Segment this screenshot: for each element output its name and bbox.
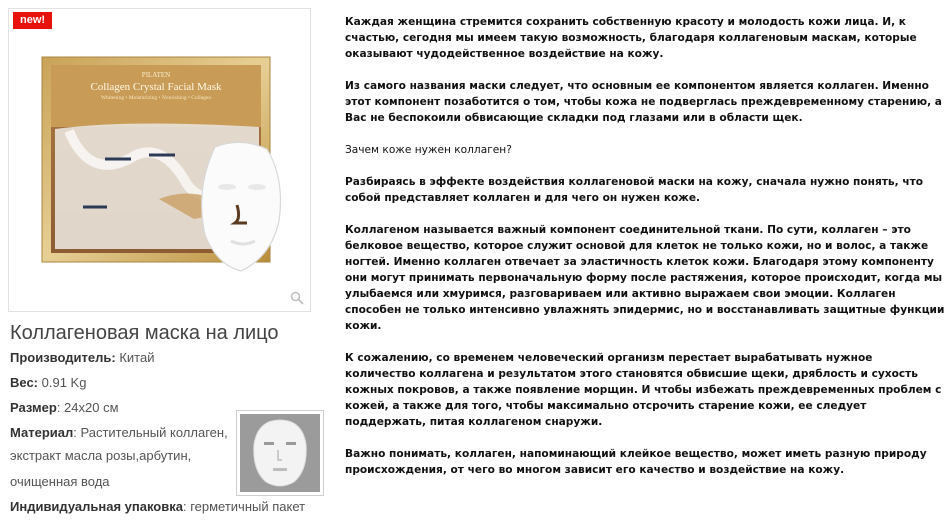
spec-label: Индивидуальная упаковка bbox=[10, 499, 183, 514]
spec-value: : герметичный пакет bbox=[182, 499, 306, 514]
spec-label: Материал bbox=[10, 425, 74, 440]
spec-packaging bbox=[10, 499, 305, 514]
mask-package-label bbox=[51, 71, 261, 101]
spec-manufacturer bbox=[10, 350, 154, 365]
spec-value: : Растительный коллаген, bbox=[73, 425, 228, 440]
product-title: Коллагеновая маска на лицо bbox=[10, 322, 279, 344]
new-badge: new! bbox=[13, 12, 52, 29]
article-paragraph: Важно понимать, коллаген, напоминающий клейкое вещество, может иметь разную природу происхождения, от чего во многом зависит его качество и воздействие на кожу. bbox=[345, 448, 927, 476]
spec-value: : 24х20 см bbox=[56, 400, 119, 415]
mask-package-tagline: Whitening • Moisturizing • Nourishing • Collagen bbox=[100, 95, 212, 101]
spec-label: Вес: bbox=[10, 375, 39, 390]
spec-value: 0.91 Kg bbox=[38, 375, 87, 390]
spec-size bbox=[10, 400, 119, 415]
sheet-mask-thumbnail-image bbox=[240, 414, 320, 492]
product-thumbnail[interactable] bbox=[236, 410, 324, 496]
spec-material-line3 bbox=[10, 474, 110, 489]
spec-value: экстракт масла розы,арбутин, bbox=[10, 448, 192, 463]
spec-material bbox=[10, 425, 228, 440]
article-paragraph: Коллагеном называется важный компонент соединительной ткани. По сути, коллаген – это белковое вещество, которое служит основой для клеток не только кожи, но и волос, а также ногтей. Именно коллаген отвечает за эластичность клеток кожи. Благодаря этому компоненту они могут принимать первоначальную форму после растяжения, которое происходит, когда мы улыбаемся или хмуримся, разговариваем или активно выражаем свои эмоции. Коллаген способен не только интенсивно увлажнять эпидермис, но и восстанавливать защитные функции кожи. bbox=[345, 224, 945, 332]
article-paragraph: Каждая женщина стремится сохранить собственную красоту и молодость кожи лица. И, к счастью, сегодня мы имеем такую возможность, благодаря коллагеновым маскам, которые оказывают чудодейственное воздействие на кожу. bbox=[345, 16, 917, 60]
mask-package-illustration bbox=[9, 9, 311, 312]
spec-weight bbox=[10, 375, 86, 390]
article-paragraph: К сожалению, со временем человеческий организм перестает вырабатывать нужное количество коллагена и результатом этого становятся обвисшие щеки, дряблость и сухость кожных покровов, а также появление морщин. И чтобы избежать преждевременных проблем с кожей, а также для того, чтобы максимально отсрочить старение кожи, ее следует поддержать, питая коллагеном снаружи. bbox=[345, 352, 942, 428]
spec-material-line2 bbox=[10, 448, 191, 463]
article-paragraph: Из самого названия маски следует, что основным ее компонентом является коллаген. Именно этот компонент позаботится о том, чтобы кожа не подверглась преждевременному старению, а Вас не беспокоили обвисающие складки под глазами или в области щек. bbox=[345, 80, 942, 124]
mask-package-brand: PILATEN bbox=[141, 71, 171, 79]
article-paragraph: Разбираясь в эффекте воздействия коллагеновой маски на кожу, сначала нужно понять, что собой представляет коллаген и для чего он нужен коже. bbox=[345, 176, 924, 204]
mask-package-name: Collagen Crystal Facial Mask bbox=[90, 81, 222, 93]
zoom-icon[interactable] bbox=[290, 291, 304, 305]
spec-value: Китай bbox=[115, 350, 155, 365]
spec-label: Размер bbox=[10, 400, 57, 415]
product-image[interactable] bbox=[8, 8, 311, 312]
spec-value: очищенная вода bbox=[10, 474, 110, 489]
spec-label: Производитель: bbox=[10, 350, 116, 365]
article-body bbox=[345, 14, 945, 494]
article-subheading: Зачем коже нужен коллаген? bbox=[345, 144, 512, 156]
